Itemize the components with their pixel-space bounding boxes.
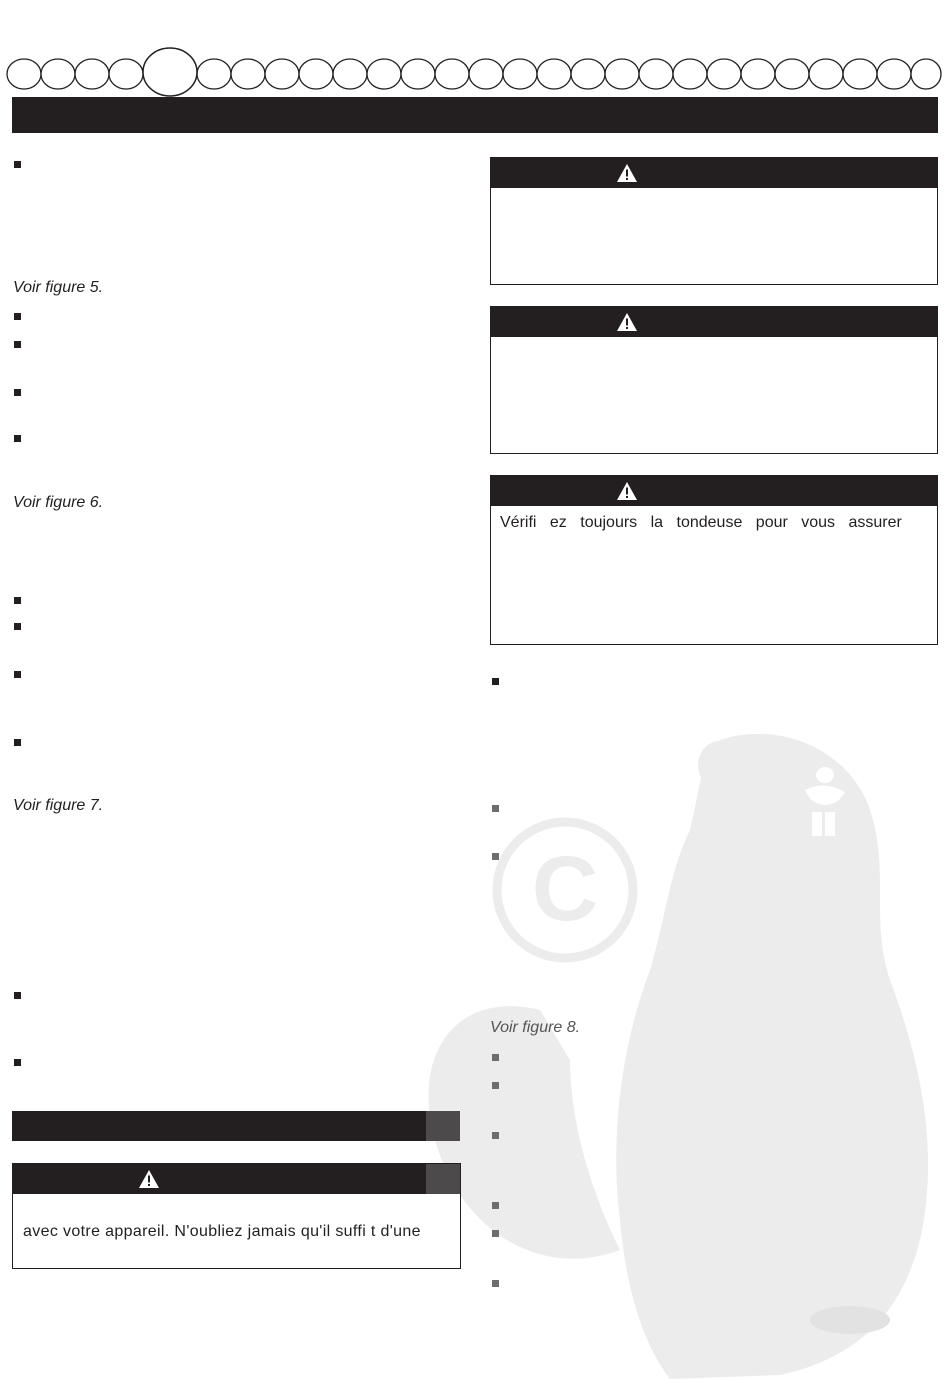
section-title-bar [12, 1111, 460, 1141]
list-bullet [492, 1280, 499, 1287]
list-bullet [14, 313, 21, 320]
list-bullet [14, 435, 21, 442]
list-bullet [14, 341, 21, 348]
figure-caption-6: Voir figure 6. [13, 494, 104, 511]
section-header-bar [12, 97, 938, 133]
figure-caption-7: Voir figure 7. [13, 797, 104, 814]
warning-header [491, 158, 937, 188]
list-bullet [14, 623, 21, 630]
warning-box [490, 157, 938, 285]
warning-box [490, 306, 938, 454]
warning-box [490, 475, 938, 645]
list-bullet [492, 805, 499, 812]
warning-header [491, 476, 937, 506]
list-bullet [14, 161, 21, 168]
warning-triangle-icon [616, 481, 638, 501]
list-bullet [492, 1202, 499, 1209]
list-bullet [492, 678, 499, 685]
list-bullet [492, 1132, 499, 1139]
list-bullet [492, 1230, 499, 1237]
warning-box [12, 1163, 461, 1269]
beaver-copyright-watermark [420, 720, 950, 1379]
warning-triangle-icon [616, 163, 638, 183]
list-bullet [14, 992, 21, 999]
svg-text:C: C [531, 838, 599, 940]
warning-header [13, 1164, 460, 1194]
list-bullet [492, 1082, 499, 1089]
list-bullet [492, 853, 499, 860]
warning-header [491, 307, 937, 337]
list-bullet [492, 1054, 499, 1061]
list-bullet [14, 1059, 21, 1066]
language-selector-strip [0, 44, 950, 100]
list-bullet [14, 671, 21, 678]
list-bullet [14, 597, 21, 604]
list-bullet [14, 739, 21, 746]
warning-triangle-icon [616, 312, 638, 332]
figure-caption-5: Voir figure 5. [13, 279, 104, 296]
warning-triangle-icon [138, 1169, 160, 1189]
warning-text: avec votre appareil. N'oubliez jamais qu'il suffi t d'une [23, 1223, 421, 1240]
list-bullet [14, 389, 21, 396]
figure-caption-8: Voir figure 8. [490, 1019, 581, 1036]
warning-text: Vérifi ez toujours la tondeuse pour vous assurer [500, 514, 902, 531]
